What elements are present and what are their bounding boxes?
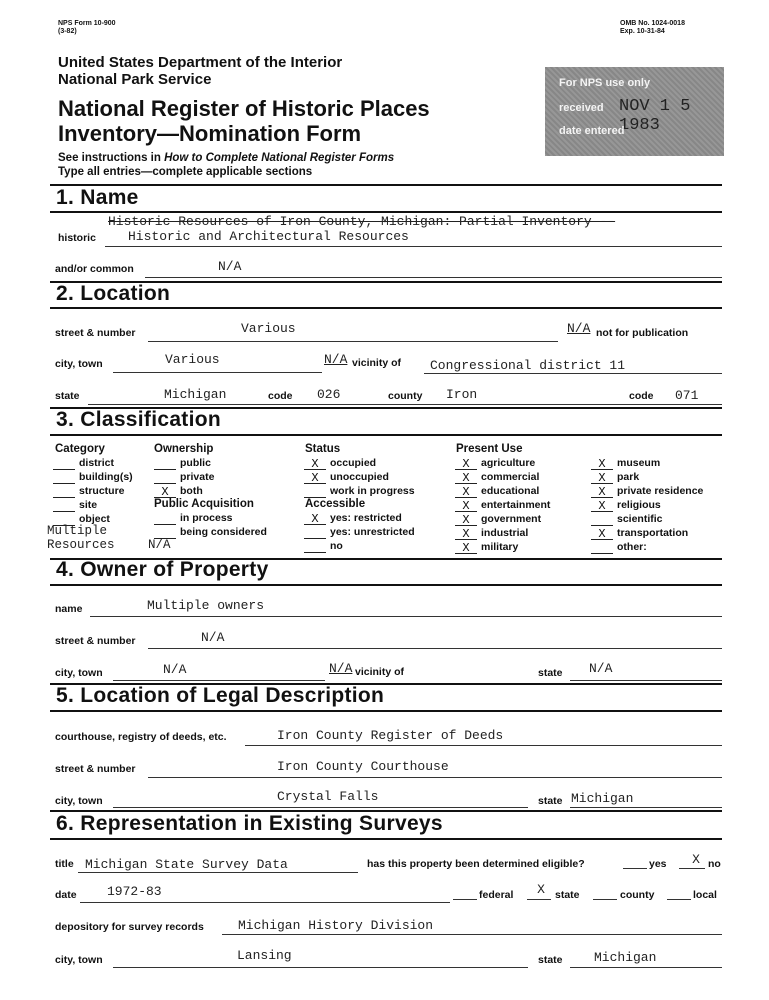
use-item[interactable]: X transportation bbox=[591, 526, 703, 540]
received-label: received bbox=[559, 102, 604, 114]
survey-state-label: state bbox=[538, 954, 563, 966]
code-value: 026 bbox=[317, 387, 341, 402]
street-value: Various bbox=[241, 321, 296, 336]
courthouse-label: courthouse, registry of deeds, etc. bbox=[55, 731, 227, 743]
section-divider bbox=[50, 838, 722, 840]
owner-street-value: N/A bbox=[201, 630, 225, 645]
survey-date-value: 1972-83 bbox=[107, 884, 162, 899]
legal-state-value: Michigan bbox=[571, 791, 634, 806]
owner-vicinity-value: N/A bbox=[329, 661, 353, 676]
county-value: Iron bbox=[446, 387, 478, 402]
legal-state-label: state bbox=[538, 795, 563, 807]
depository-label: depository for survey records bbox=[55, 921, 204, 933]
received-stamp: NOV 1 5 1983 bbox=[619, 97, 691, 135]
section-divider bbox=[50, 211, 722, 213]
category-item[interactable]: site bbox=[53, 498, 133, 512]
owner-name-label: name bbox=[55, 603, 83, 615]
use-item[interactable]: X agriculture bbox=[455, 456, 550, 470]
acquisition-item[interactable]: being considered bbox=[154, 525, 267, 539]
use-item[interactable]: X private residence bbox=[591, 484, 703, 498]
nfp-value: N/A bbox=[567, 321, 591, 336]
category-heading: Category bbox=[55, 443, 105, 455]
use-item[interactable]: X government bbox=[455, 512, 550, 526]
resources-label: Resources bbox=[47, 538, 115, 552]
city-label: city, town bbox=[55, 358, 103, 370]
section-4-heading: 4. Owner of Property bbox=[56, 558, 269, 581]
use-item[interactable]: X religious bbox=[591, 498, 703, 512]
status-item[interactable]: X unoccupied bbox=[304, 470, 415, 484]
owner-city-label: city, town bbox=[55, 667, 103, 679]
use-item[interactable]: X park bbox=[591, 470, 703, 484]
common-label: and/or common bbox=[55, 263, 134, 275]
section-divider bbox=[50, 307, 722, 309]
state-label: state bbox=[55, 390, 80, 402]
multiple-label: Multiple bbox=[47, 524, 108, 538]
local-level-label[interactable]: local bbox=[693, 889, 717, 901]
category-item[interactable]: structure bbox=[53, 484, 133, 498]
code2-value: 071 bbox=[675, 388, 699, 403]
survey-title-label: title bbox=[55, 858, 74, 870]
present-use-checklist bbox=[455, 456, 550, 554]
owner-state-value: N/A bbox=[589, 661, 613, 676]
ownership-heading: Ownership bbox=[154, 443, 214, 455]
eligible-no-label[interactable]: no bbox=[708, 858, 721, 870]
historic-name-line1: Historic Resources of Iron County, Michigan: Partial Inventory -- bbox=[108, 214, 616, 229]
accessible-item[interactable]: yes: unrestricted bbox=[304, 525, 415, 539]
historic-name-line2: Historic and Architectural Resources bbox=[128, 229, 409, 244]
accessible-item[interactable]: X yes: restricted bbox=[304, 511, 415, 525]
accessible-heading: Accessible bbox=[305, 498, 366, 510]
owner-street-label: street & number bbox=[55, 635, 136, 647]
state-value: Michigan bbox=[164, 387, 227, 402]
date-entered-label: date entered bbox=[559, 125, 625, 137]
code-label: code bbox=[268, 390, 293, 402]
owner-city-value: N/A bbox=[163, 662, 187, 677]
form-title-line2: Inventory—Nomination Form bbox=[58, 121, 362, 146]
form-revision: (3-82) bbox=[58, 28, 77, 35]
survey-title-value: Michigan State Survey Data bbox=[85, 857, 288, 872]
use-item[interactable]: X commercial bbox=[455, 470, 550, 484]
legal-street-value: Iron County Courthouse bbox=[277, 759, 449, 774]
accessible-checklist bbox=[304, 511, 415, 553]
status-heading: Status bbox=[305, 443, 341, 455]
survey-city-label: city, town bbox=[55, 954, 103, 966]
eligible-yes-label[interactable]: yes bbox=[649, 858, 667, 870]
section-2-heading: 2. Location bbox=[56, 282, 171, 305]
code2-label: code bbox=[629, 390, 654, 402]
form-title-line1: National Register of Historic Places bbox=[58, 96, 430, 121]
survey-city-value: Lansing bbox=[237, 948, 292, 963]
category-checklist bbox=[53, 456, 133, 526]
common-value: N/A bbox=[218, 259, 242, 274]
acquisition-checklist bbox=[154, 511, 267, 539]
county-level-label[interactable]: county bbox=[620, 889, 655, 901]
state-level-label[interactable]: state bbox=[555, 889, 580, 901]
form-number: NPS Form 10-900 bbox=[58, 20, 116, 27]
section-divider bbox=[50, 434, 722, 436]
state-level-mark[interactable]: X bbox=[537, 882, 545, 897]
depository-value: Michigan History Division bbox=[238, 918, 434, 933]
owner-state-label: state bbox=[538, 667, 563, 679]
ownership-item[interactable]: public bbox=[154, 456, 214, 470]
section-6-heading: 6. Representation in Existing Surveys bbox=[56, 812, 443, 835]
omb-number: OMB No. 1024-0018 bbox=[620, 20, 685, 27]
section-divider bbox=[50, 184, 722, 186]
federal-label[interactable]: federal bbox=[479, 889, 514, 901]
ownership-item[interactable]: X both bbox=[154, 484, 214, 498]
street-label: street & number bbox=[55, 327, 136, 339]
use-item[interactable]: X industrial bbox=[455, 526, 550, 540]
status-checklist bbox=[304, 456, 415, 498]
section-5-heading: 5. Location of Legal Description bbox=[56, 684, 385, 707]
nfp-label: not for publication bbox=[596, 327, 689, 339]
resources-na: N/A bbox=[148, 538, 171, 552]
use-item[interactable]: X entertainment bbox=[455, 498, 550, 512]
nps-use-box bbox=[545, 67, 724, 156]
vicinity-label: vicinity of bbox=[352, 357, 402, 369]
legal-city-label: city, town bbox=[55, 795, 103, 807]
county-label: county bbox=[388, 390, 423, 402]
present-use-heading: Present Use bbox=[456, 443, 523, 455]
category-item[interactable]: district bbox=[53, 456, 133, 470]
category-item[interactable]: object bbox=[53, 512, 133, 526]
ownership-checklist bbox=[154, 456, 214, 498]
present-use-checklist-2 bbox=[591, 456, 703, 554]
department-name: United States Department of the Interior bbox=[58, 54, 343, 71]
instructions: See instructions in How to Complete National Register Forms bbox=[58, 152, 395, 164]
nps-use-label: For NPS use only bbox=[559, 77, 651, 89]
use-item[interactable]: X military bbox=[455, 540, 550, 554]
eligible-no-mark[interactable]: X bbox=[692, 852, 700, 867]
category-item[interactable]: building(s) bbox=[53, 470, 133, 484]
owner-name-value: Multiple owners bbox=[147, 598, 265, 613]
use-item[interactable]: X educational bbox=[455, 484, 550, 498]
district-value: Congressional district 11 bbox=[430, 358, 626, 373]
status-item[interactable]: X occupied bbox=[304, 456, 415, 470]
survey-date-label: date bbox=[55, 889, 77, 901]
section-1-heading: 1. Name bbox=[56, 186, 139, 209]
service-name: National Park Service bbox=[58, 71, 212, 88]
instructions-line2: Type all entries—complete applicable sections bbox=[58, 166, 313, 178]
use-item[interactable]: other: bbox=[591, 540, 703, 554]
section-divider bbox=[50, 584, 722, 586]
use-item[interactable]: scientific bbox=[591, 512, 703, 526]
ownership-item[interactable]: private bbox=[154, 470, 214, 484]
survey-state-value: Michigan bbox=[594, 950, 657, 965]
acquisition-item[interactable]: in process bbox=[154, 511, 267, 525]
vicinity-value: N/A bbox=[324, 352, 348, 367]
acquisition-heading: Public Acquisition bbox=[154, 498, 254, 510]
legal-street-label: street & number bbox=[55, 763, 136, 775]
section-divider bbox=[50, 710, 722, 712]
status-item[interactable]: work in progress bbox=[304, 484, 415, 498]
use-item[interactable]: X museum bbox=[591, 456, 703, 470]
section-3-heading: 3. Classification bbox=[56, 408, 221, 431]
courthouse-value: Iron County Register of Deeds bbox=[277, 728, 504, 743]
historic-label: historic bbox=[58, 232, 96, 244]
legal-city-value: Crystal Falls bbox=[277, 789, 379, 804]
expiration: Exp. 10-31-84 bbox=[620, 28, 665, 35]
city-value: Various bbox=[165, 352, 220, 367]
eligible-label: has this property been determined eligible? bbox=[367, 858, 585, 870]
accessible-item[interactable]: no bbox=[304, 539, 415, 553]
owner-vicinity-label: vicinity of bbox=[355, 666, 405, 678]
